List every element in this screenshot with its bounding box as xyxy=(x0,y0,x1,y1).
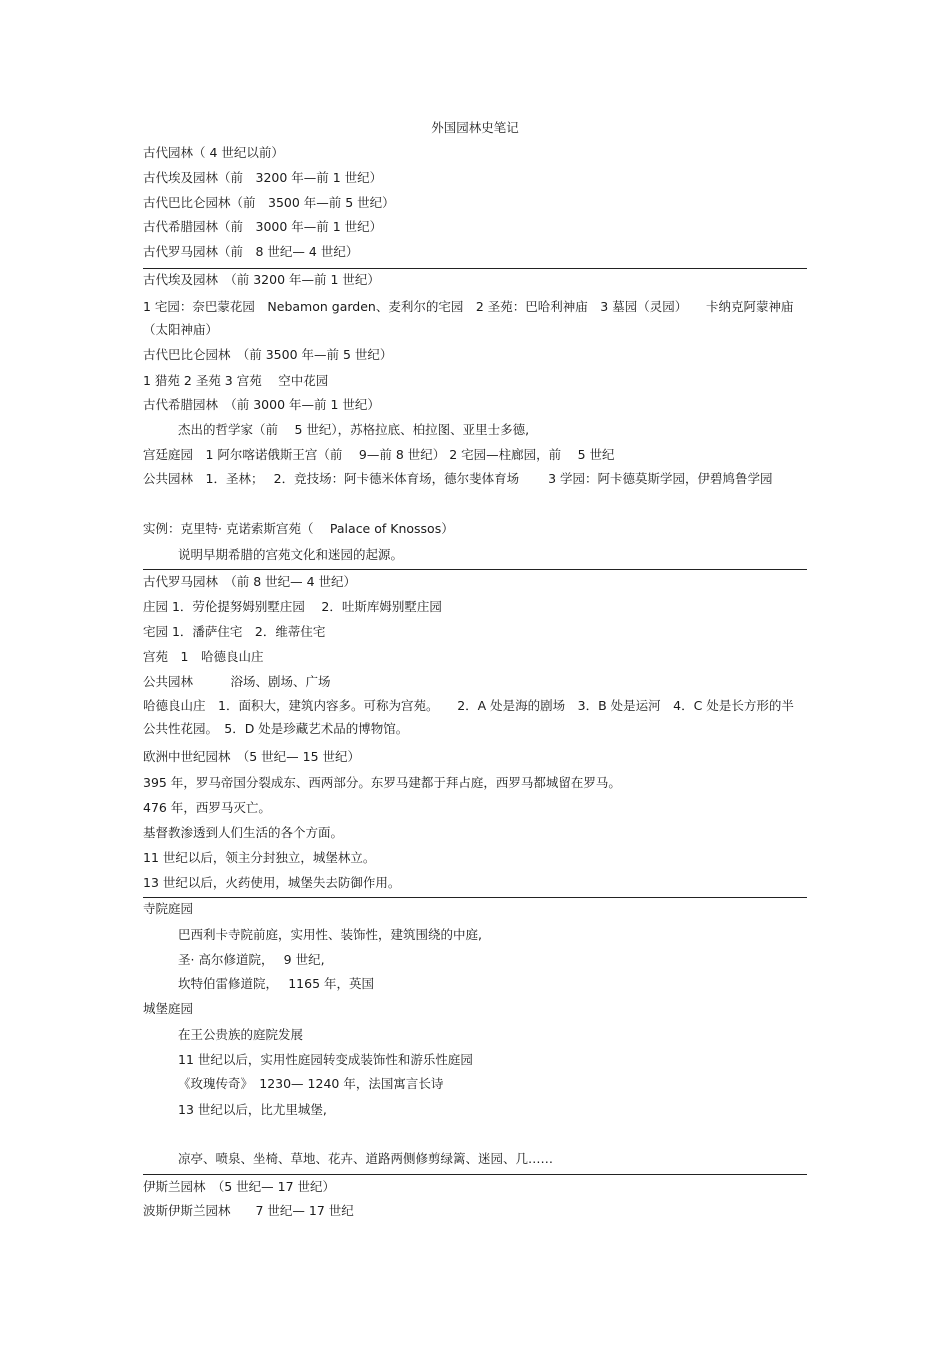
text-line: 庄园 1．劳伦提努姆别墅庄园 2．吐斯库姆别墅庄园 xyxy=(143,599,442,614)
text-line: 宫廷庭园 1 阿尔喀诺俄斯王宫（前 9—前 8 世纪） 2 宅园—柱廊园，前 5 世纪 xyxy=(143,447,615,462)
text-line: 1 猎苑 2 圣苑 3 宫苑 空中花园 xyxy=(143,373,329,388)
text-line: 古代罗马园林（前 8 世纪— 4 世纪） xyxy=(143,244,359,259)
text-line: 坎特伯雷修道院， 1165 年，英国 xyxy=(178,976,375,991)
text-line: 古代园林（ 4 世纪以前） xyxy=(143,145,284,160)
text-line: 古代埃及园林（前 3200 年—前 1 世纪） xyxy=(143,170,383,185)
text-line: 在王公贵族的庭院发展 xyxy=(178,1027,304,1042)
section-heading: 古代埃及园林 （前 3200 年—前 1 世纪） xyxy=(143,272,380,287)
text-line: 基督教渗透到人们生活的各个方面。 xyxy=(143,825,344,840)
text-line: 11 世纪以后，领主分封独立，城堡林立。 xyxy=(143,850,376,865)
section-heading: 古代巴比仑园林 （前 3500 年—前 5 世纪） xyxy=(143,347,393,362)
text-line: 11 世纪以后，实用性庭园转变成装饰性和游乐性庭园 xyxy=(178,1052,473,1067)
section-divider xyxy=(143,897,807,898)
section-heading: 伊斯兰园林 （5 世纪— 17 世纪） xyxy=(143,1179,336,1194)
document-title: 外国园林史笔记 xyxy=(431,120,519,135)
text-line: 巴西利卡寺院前庭，实用性、装饰性，建筑围绕的中庭, xyxy=(178,927,482,942)
section-heading: 城堡庭园 xyxy=(143,1001,194,1016)
section-heading: 古代罗马园林 （前 8 世纪— 4 世纪） xyxy=(143,574,357,589)
section-heading: 欧洲中世纪园林 （5 世纪— 15 世纪） xyxy=(143,749,361,764)
text-line: 说明早期希腊的宫苑文化和迷园的起源。 xyxy=(178,547,404,562)
text-paragraph: 公共园林 1．圣林； 2．竞技场：阿卡德米体育场，德尔斐体育场 3 学园：阿卡德莫斯学园，伊碧鸠鲁学园 xyxy=(143,471,773,486)
text-line: 波斯伊斯兰园林 7 世纪— 17 世纪 xyxy=(143,1203,354,1218)
text-line: 《玫瑰传奇》 1230— 1240 年，法国寓言长诗 xyxy=(178,1076,444,1091)
section-divider xyxy=(143,569,807,570)
text-line: 13 世纪以后，比尤里城堡, xyxy=(178,1102,327,1117)
text-line: 杰出的哲学家（前 5 世纪），苏格拉底、柏拉图、亚里士多德, xyxy=(178,422,530,437)
text-line: 古代巴比仑园林（前 3500 年—前 5 世纪） xyxy=(143,195,395,210)
text-line: 宫苑 1 哈德良山庄 xyxy=(143,649,264,664)
section-divider xyxy=(143,1174,807,1175)
section-divider xyxy=(143,268,807,269)
text-line: 宅园 1．潘萨住宅 2．维蒂住宅 xyxy=(143,624,326,639)
text-line: 476 年，西罗马灭亡。 xyxy=(143,800,271,815)
text-line: 395 年，罗马帝国分裂成东、西两部分。东罗马建都于拜占庭，西罗马都城留在罗马。 xyxy=(143,775,621,790)
text-line: 实例：克里特· 克诺索斯宫苑（ Palace of Knossos） xyxy=(143,521,454,536)
section-heading: 古代希腊园林 （前 3000 年—前 1 世纪） xyxy=(143,397,380,412)
text-paragraph: 哈德良山庄 1．面积大，建筑内容多。可称为宫苑。 2．A 处是海的剧场 3．B 处是运河 4．C 处是长方形的半公共性花园。 5．D 处是珍藏艺术品的博物馆。 xyxy=(143,698,794,736)
text-line: 13 世纪以后，火药使用，城堡失去防御作用。 xyxy=(143,875,401,890)
text-line: 凉亭、喷泉、坐椅、草地、花卉、道路两侧修剪绿篱、迷园、几…… xyxy=(178,1151,554,1166)
text-line: 公共园林 浴场、剧场、广场 xyxy=(143,674,331,689)
text-line: 圣· 高尔修道院， 9 世纪, xyxy=(178,952,325,967)
text-paragraph: 1 宅园：奈巴蒙花园 Nebamon garden、麦利尔的宅园 2 圣苑：巴哈利神庙 3 墓园（灵园） 卡纳克阿蒙神庙（太阳神庙） xyxy=(143,299,794,337)
text-line: 古代希腊园林（前 3000 年—前 1 世纪） xyxy=(143,219,383,234)
section-heading: 寺院庭园 xyxy=(143,901,194,916)
